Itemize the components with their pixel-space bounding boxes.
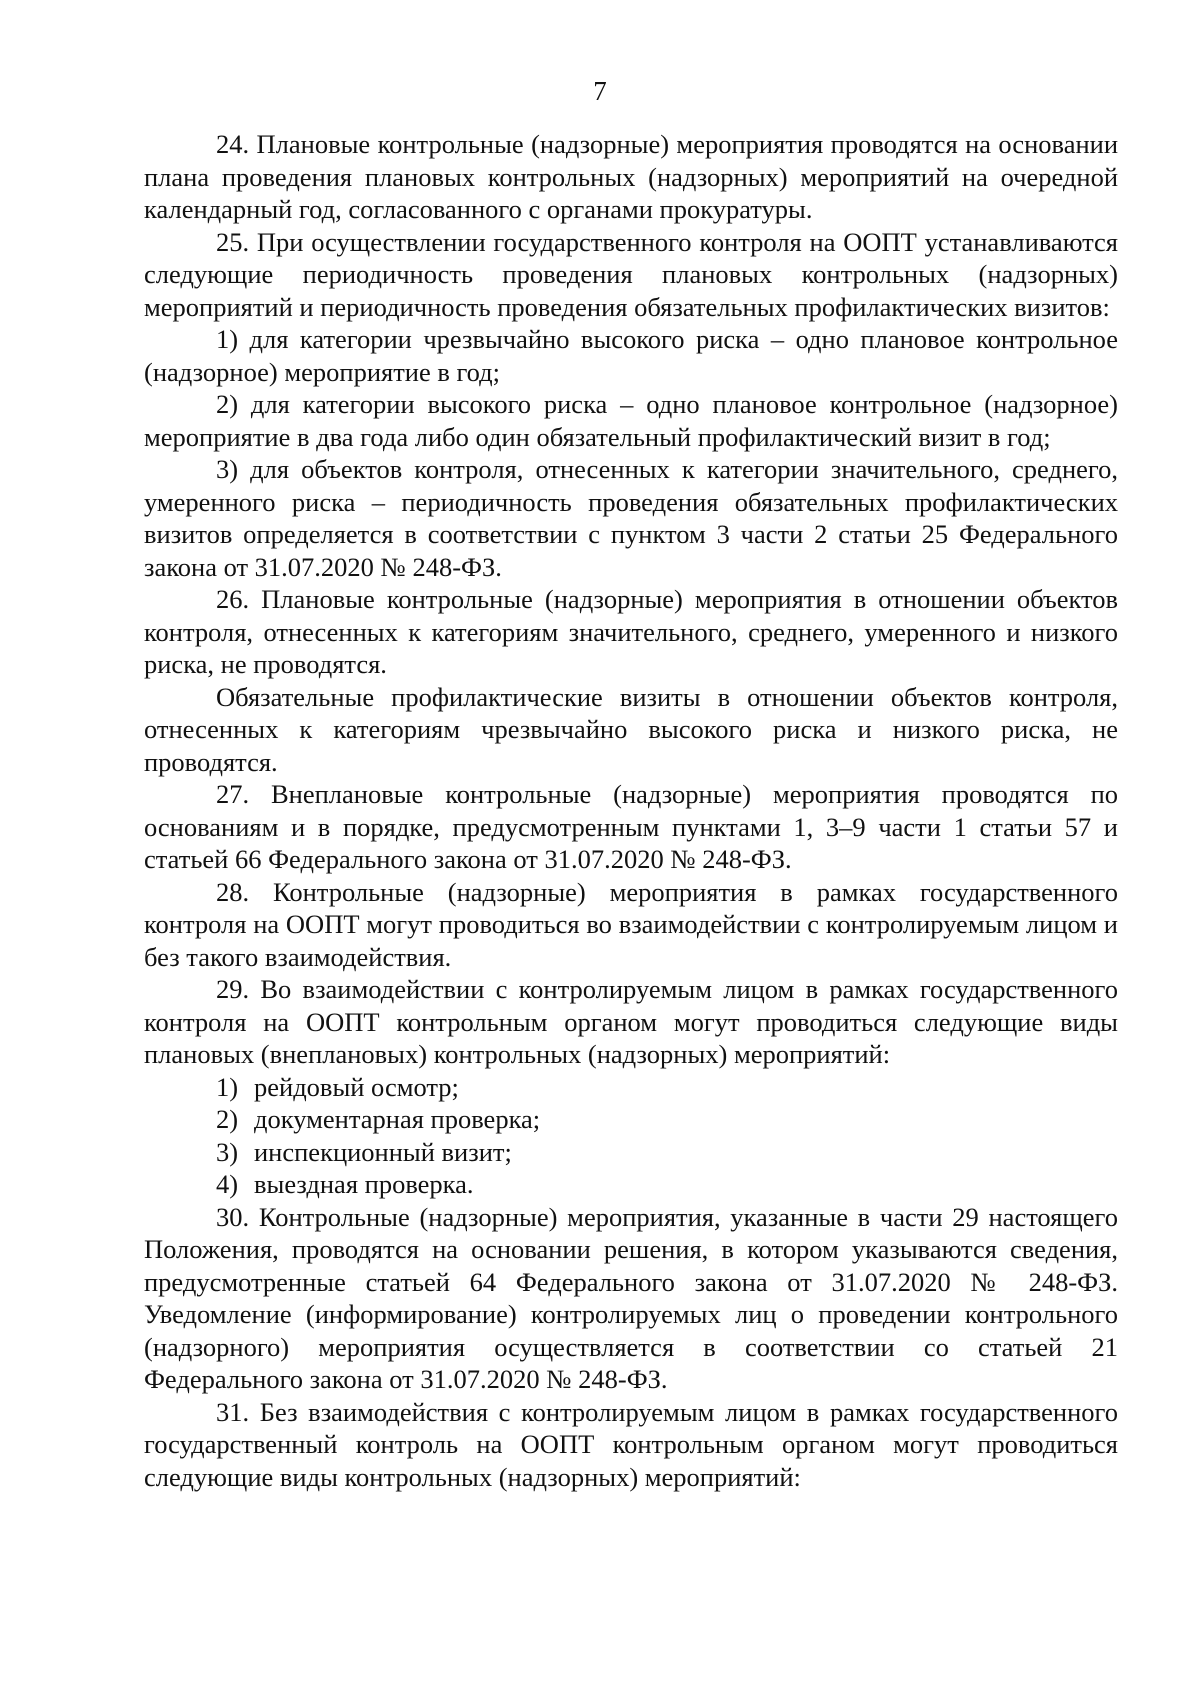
paragraph-27: 27. Внеплановые контрольные (надзорные) мероприятия проводятся по основаниям и в порядке, предусмотренным пунктами 1, 3–9 части 1 статьи 57 и статьей 66 Федерального закона от 31.07.2020 № 248-ФЗ. (144, 779, 1118, 874)
list-item-text: выездная проверка. (254, 1169, 474, 1199)
list-item-number: 4) (216, 1169, 239, 1199)
paragraph-28: 28. Контрольные (надзорные) мероприятия в рамках государственного контроля на ООПТ могут проводиться во взаимодействии с контролируемым лицом и без такого взаимодействия. (144, 876, 1118, 972)
paragraph-25-item-3: 3) для объектов контроля, отнесенных к категории значительного, среднего, умеренного риска – периодичность проведения обязательных профилактических визитов определяется в соответствии с пунктом 3 части 2 статьи 25 Федерального закона от 31.07.2020 № 248-ФЗ. (144, 454, 1118, 582)
paragraph-29: 29. Во взаимодействии с контролируемым лицом в рамках государственного контроля на ООПТ контрольным органом могут проводиться следующие виды плановых (внеплановых) контрольных (надзорных) мероприятий: (144, 974, 1118, 1069)
list-item-number: 2) (216, 1104, 239, 1134)
list-item-number: 1) (216, 1071, 239, 1102)
list-item-text: рейдовый осмотр; (254, 1071, 459, 1102)
page-number: 7 (593, 76, 607, 106)
paragraph-31: 31. Без взаимодействия с контролируемым лицом в рамках государственного государственный контроль на ООПТ контрольным органом могут проводиться следующие виды контрольных (надзорных) мероприятий: (144, 1396, 1118, 1492)
list-item-number: 3) (216, 1136, 239, 1167)
list-item (144, 1136, 1118, 1169)
list-item (144, 1071, 1118, 1104)
paragraph-26: 26. Плановые контрольные (надзорные) мероприятия в отношении объектов контроля, отнесенных к категориям значительного, среднего, умеренного и низкого риска, не проводятся. (144, 584, 1118, 679)
paragraph-24: 24. Плановые контрольные (надзорные) мероприятия проводятся на основании плана проведения плановых контрольных (надзорных) мероприятий на очередной календарный год, согласованного с органами прокуратуры. (144, 129, 1118, 224)
document-body (144, 128, 1118, 1493)
list-item-text: документарная проверка; (254, 1104, 541, 1134)
paragraph-30: 30. Контрольные (надзорные) мероприятия, указанные в части 29 настоящего Положения, проводятся на основании решения, в котором указываются сведения, предусмотренные статьей 64 Федерального закона от 31.07.2020 № 248-ФЗ. Уведомление (информирование) контролируемых лиц о проведении контрольного (надзорного) мероприятия осуществляется в соответствии со статьей 21 Федерального закона от 31.07.2020 № 248-ФЗ. (144, 1201, 1118, 1394)
paragraph-26-continued: Обязательные профилактические визиты в отношении объектов контроля, отнесенных к категориям чрезвычайно высокого риска и низкого риска, не проводятся. (144, 681, 1118, 777)
list-item (144, 1168, 1118, 1201)
list-item (144, 1103, 1118, 1136)
paragraph-25-item-2: 2) для категории высокого риска – одно плановое контрольное (надзорное) мероприятие в два года либо один обязательный профилактический визит в год; (144, 389, 1118, 452)
list-item-text: инспекционный визит; (254, 1136, 512, 1167)
paragraph-25: 25. При осуществлении государственного контроля на ООПТ устанавливаются следующие периодичность проведения плановых контрольных (надзорных) мероприятий и периодичность проведения обязательных профилактических визитов: (144, 226, 1118, 322)
paragraph-25-item-1: 1) для категории чрезвычайно высокого риска – одно плановое контрольное (надзорное) мероприятие в год; (144, 324, 1118, 387)
